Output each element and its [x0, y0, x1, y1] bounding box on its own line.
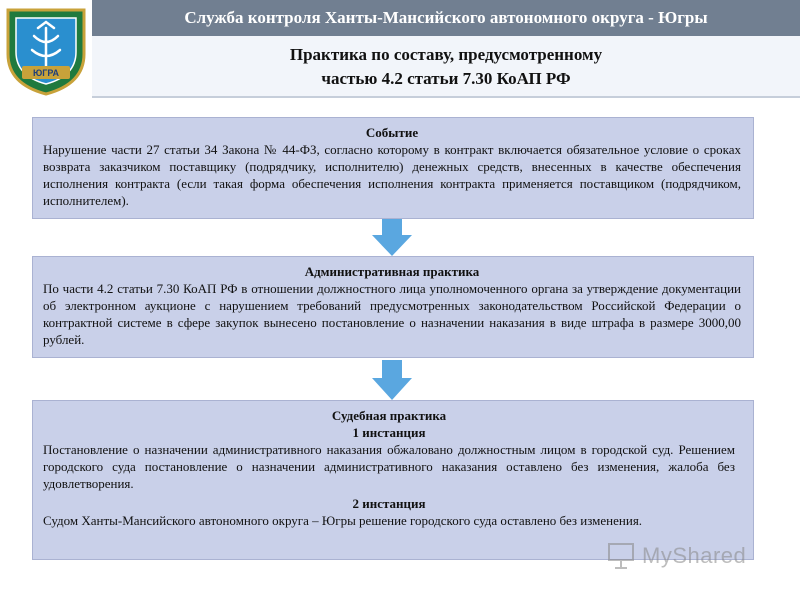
slide-subtitle [92, 36, 800, 98]
instance-2-text: Судом Ханты-Мансийского автономного округа – Югры решение городского суда оставлено без изменения. [43, 513, 643, 528]
admin-practice-panel [32, 256, 754, 358]
down-arrow-icon [372, 219, 412, 256]
header-bar [92, 0, 800, 36]
watermark-text: MyShared [642, 543, 747, 568]
presentation-board-icon [606, 541, 636, 571]
instance-1-text: Постановление о назначении административного наказания обжаловано должностным лицом в городской суд. Решением городского суда постановление о назначении административного наказания оставлено без изменения, жалоба без удовлетворения. [43, 442, 735, 491]
instance-1-title: 1 инстанция [352, 425, 426, 440]
subtitle-line-2: частью 4.2 статьи 7.30 КоАП РФ [321, 69, 571, 88]
watermark [606, 536, 766, 576]
event-title: Событие [365, 125, 419, 140]
admin-title: Административная практика [304, 264, 480, 279]
instance-2-title: 2 инстанция [352, 496, 426, 511]
logo-text: ЮГРА [32, 68, 60, 78]
court-title: Судебная практика [331, 408, 447, 423]
subtitle-line-1: Практика по составу, предусмотренному [289, 45, 603, 64]
down-arrow-icon [372, 360, 412, 400]
coat-of-arms-logo [4, 4, 88, 96]
admin-text: По части 4.2 статьи 7.30 КоАП РФ в отношении должностного лица уполномоченного органа за утверждение документации об электронном аукционе с нарушением требований предусмотренных законодательством Российской Федерации о контрактной системе в сфере закупок вынесено постановление о назначении наказания в виде штрафа в размере 3000,00 рублей. [43, 281, 741, 347]
event-panel [32, 117, 754, 219]
event-text: Нарушение части 27 статьи 34 Закона № 44-ФЗ, согласно которому в контракт включается обязательное условие о сроках возврата заказчиком поставщику (подрядчику, исполнителю) денежных средств, внесенных в качестве обеспечения исполнения контракта (если такая форма обеспечения исполнения контракта применяется поставщиком (подрядчиком, исполнителем). [43, 142, 741, 208]
header-title: Служба контроля Ханты-Мансийского автономного округа - Югры [184, 8, 708, 27]
